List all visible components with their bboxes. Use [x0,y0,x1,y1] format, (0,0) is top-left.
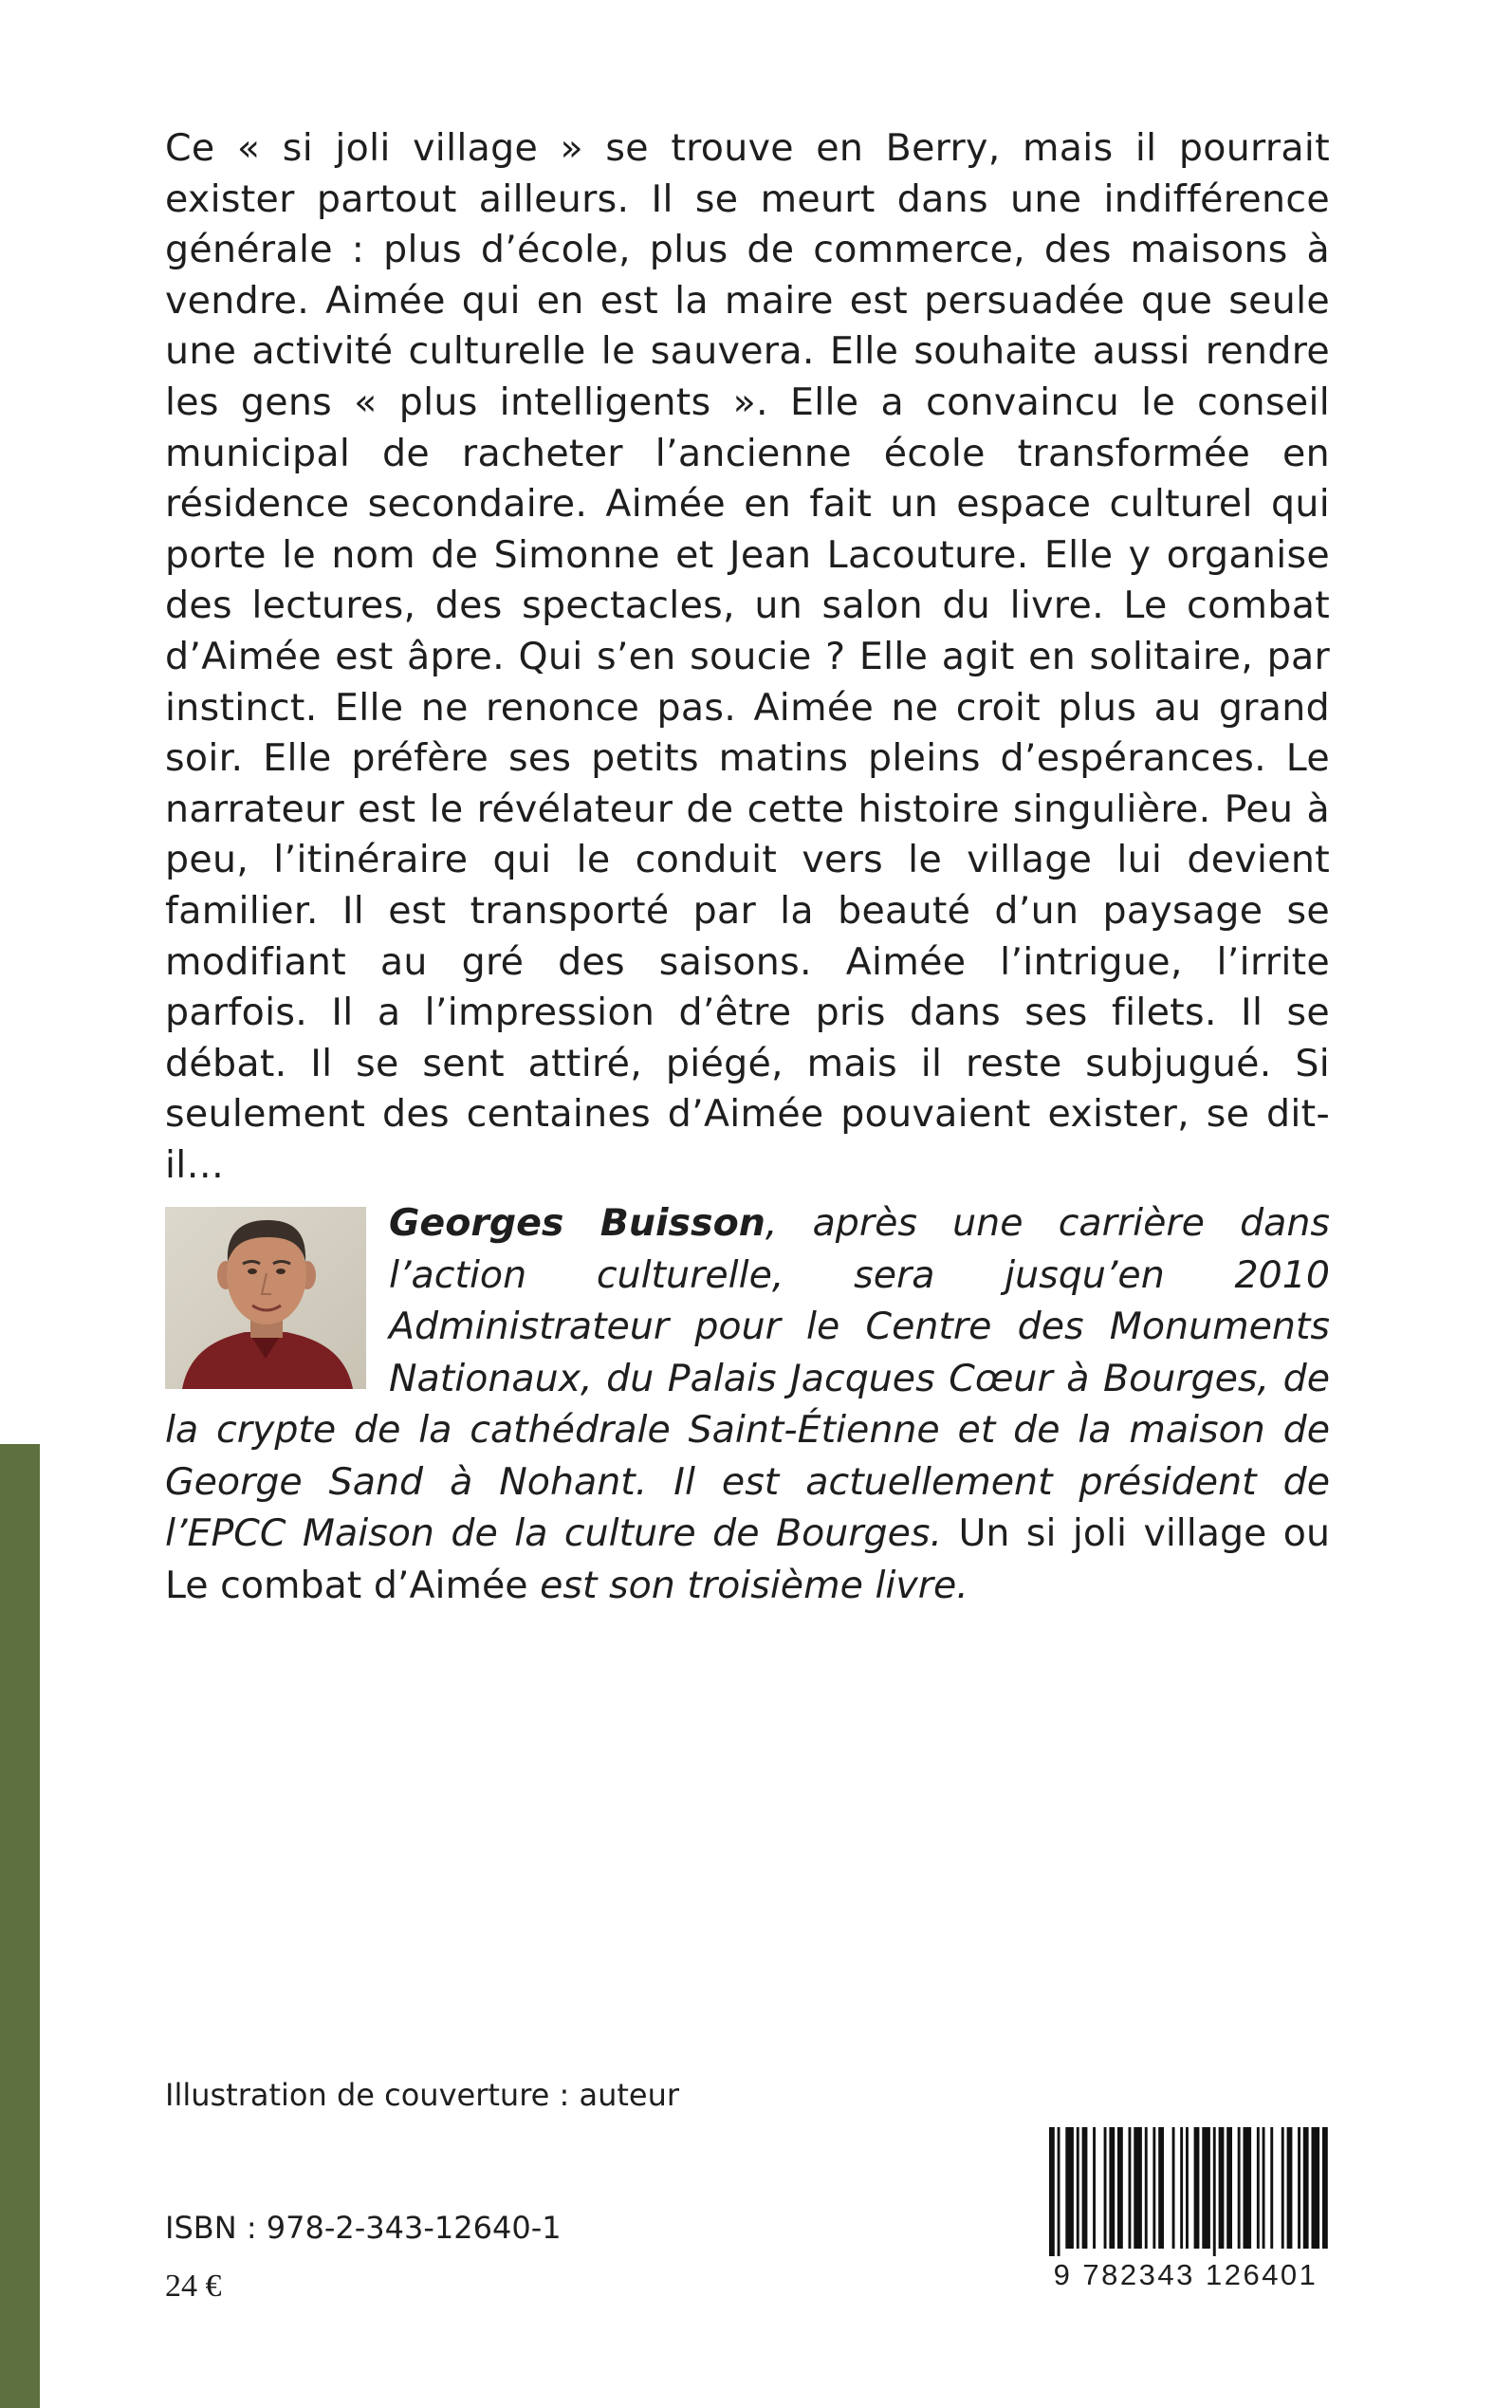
book-title: Un si joli village ou Le combat d’Aimée [165,1511,1330,1607]
barcode-bar [1065,2127,1074,2249]
barcode-bar [1077,2127,1079,2249]
barcode-bar [1257,2127,1260,2249]
barcode-bar [1202,2127,1210,2249]
barcode-bar [1058,2127,1060,2256]
barcode-bar [1109,2127,1115,2249]
barcode-bar [1244,2127,1252,2249]
barcode-bar [1082,2127,1088,2249]
barcode-bar [1213,2127,1216,2256]
barcode-bar [1303,2127,1309,2249]
barcode-bar [1049,2127,1055,2256]
barcode-bar [1104,2127,1107,2249]
barcode-bar [1298,2127,1300,2249]
barcode-bar [1263,2127,1265,2249]
barcode-bar [1287,2127,1293,2249]
barcode-bar [1117,2127,1123,2249]
barcode-bar [1322,2127,1328,2249]
barcode-bar [1145,2127,1148,2249]
barcode-bar [1238,2127,1241,2249]
barcode-bar [1312,2127,1320,2249]
author-section [165,1197,1330,1611]
isbn-number: ISBN : 978-2-343-12640-1 [165,2210,562,2246]
author-name: Georges Buisson [389,1201,765,1245]
barcode-bar [1270,2127,1273,2249]
back-cover-blurb: Ce « si joli village » se trouve en Berry, mais il pourrait exister partout ailleurs. Il se meurt dans une indifférence générale : plus d’école, plus de commerce, des maisons à vendre. Aimée qui en est la maire est persuadée que seule une activité culturelle le sauvera. Elle souhaite aussi rendre les gens « plus intelligents ». Elle a convaincu le conseil municipal de racheter l’ancienne école transformée en résidence secondaire. Aimée en fait un espace culturel qui porte le nom de Simonne et Jean Lacouture. Elle y organise des lectures, des spectacles, un salon du livre. Le combat d’Aimée est âpre. Qui s’en soucie ? Elle agit en solitaire, par instinct. Elle ne renonce pas. Aimée ne croit plus au grand soir. Elle préfère ses petits matins pleins d’espérances. Le narrateur est le révélateur de cette histoire singulière. Peu à peu, l’itinéraire qui le conduit vers le village lui devient familier. Il est transporté par la beauté d’un paysage se modifiant au gré des saisons. Aimée l’intrigue, l’irrite parfois. Il a l’impression d’être pris dans ses filets. Il se débat. Il se sent attiré, piégé, mais il reste subjugué. Si seulement des centaines d’Aimée pouvaient exister, se dit-il… [165,126,1330,1187]
barcode-bar [1226,2127,1232,2249]
barcode-bar [1180,2127,1183,2249]
barcode-bar [1158,2127,1164,2249]
price: 24 € [165,2269,222,2304]
barcode-digits: 9 782343 126401 [1053,2258,1318,2291]
author-bio-closing: est son troisième livre. [527,1563,968,1607]
barcode-bar [1152,2127,1155,2249]
barcode-bar [1172,2127,1175,2249]
author-bio-text: , après une carrière dans l’action culturelle, sera jusqu’en 2010 Administrateur pour le Centre des Monuments Nationaux, du Palais Jacques Cœur à Bourges, de la crypte de la cathédrale Saint-Étienne et de la maison de George Sand à Nohant. Il est actuellement président de l’EPCC Maison de la culture de Bourges. [165,1201,1330,1555]
barcode-bar [1134,2127,1142,2249]
barcode-bar [1093,2127,1096,2249]
barcode-bar [1186,2127,1189,2249]
spine-color-strip [0,1444,40,2408]
barcode-bar [1282,2127,1284,2249]
cover-illustration-credit: Illustration de couverture : auteur [165,2077,680,2113]
author-photo [165,1207,366,1389]
barcode-bar [1219,2127,1225,2249]
barcode-bar [1194,2127,1200,2249]
barcode-bar [1129,2127,1132,2249]
